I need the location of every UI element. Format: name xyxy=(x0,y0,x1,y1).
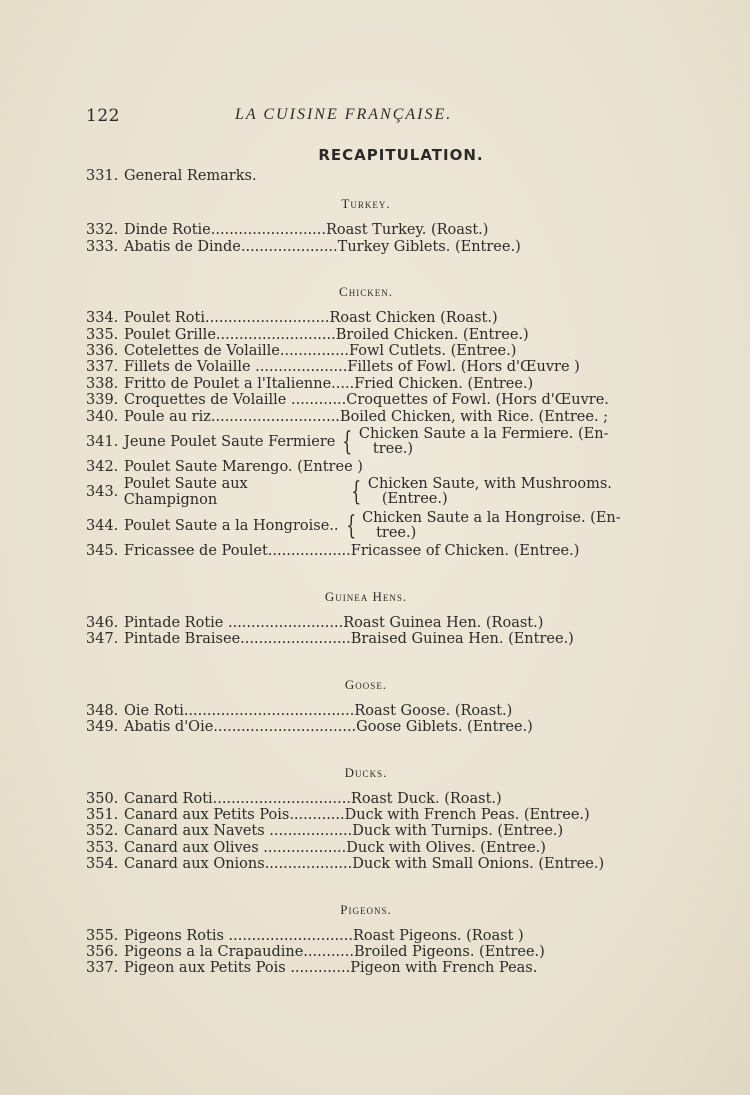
list-item xyxy=(86,719,646,735)
entry-english-line2: tree.) xyxy=(372,441,414,458)
brace-mark: { xyxy=(351,477,362,508)
entry-number: 353. xyxy=(86,839,119,856)
section-heading: Pigeons. xyxy=(340,901,392,917)
list-item xyxy=(86,509,646,543)
entry-french: Poulet Saute a la Hongroise.. xyxy=(124,518,339,535)
list-item xyxy=(86,928,646,944)
entry-text: Pigeon aux Petits Pois .............Pigeon with French Peas. xyxy=(124,960,538,977)
entry-text: Canard aux Navets ..................Duck with Turnips. (Entree.) xyxy=(124,823,564,840)
entry-number: 346. xyxy=(86,614,119,631)
list-item xyxy=(86,327,646,343)
list-item xyxy=(86,475,646,509)
entry-number: 338. xyxy=(86,375,119,392)
entry-text: Fricassee de Poulet..................Fricassee of Chicken. (Entree.) xyxy=(124,543,580,560)
page-title: RECAPITULATION. xyxy=(318,146,484,164)
entry-number: 339. xyxy=(86,392,119,409)
entry-number: 347. xyxy=(86,631,119,648)
section-heading: Turkey. xyxy=(341,196,391,212)
entry-number: 355. xyxy=(86,927,119,944)
entry-text: Pintade Rotie .........................Roast Guinea Hen. (Roast.) xyxy=(124,614,544,631)
entry-text: Abatis de Dinde.....................Turkey Giblets. (Entree.) xyxy=(124,238,521,255)
running-title: LA CUISINE FRANÇAISE. xyxy=(235,106,453,123)
entry-number: 343. xyxy=(86,484,119,501)
entry-number: 344. xyxy=(86,518,119,535)
brace-mark: { xyxy=(342,427,353,458)
entry-text: Pigeons a la Crapaudine...........Broiled Pigeons. (Entree.) xyxy=(124,943,545,960)
entry-number: 340. xyxy=(86,408,119,425)
section-gap xyxy=(86,255,646,272)
entry-text: General Remarks. xyxy=(124,168,257,184)
entry-number: 333. xyxy=(86,238,119,255)
list-item xyxy=(86,703,646,719)
section-gap xyxy=(86,560,646,577)
list-item xyxy=(86,823,646,839)
entry-text: Fillets de Volaille ....................Fillets of Fowl. (Hors d'Œuvre ) xyxy=(124,359,580,376)
list-item xyxy=(86,615,646,631)
section-heading: Guinea Hens. xyxy=(324,588,408,604)
entry-english-line1: Chicken Saute a la Hongroise. (En- xyxy=(362,510,621,527)
entry-number: 345. xyxy=(86,543,119,560)
list-item xyxy=(86,856,646,872)
list-item xyxy=(86,944,646,960)
entry-english-line1: Chicken Saute a la Fermiere. (En- xyxy=(358,426,609,443)
entry-number: 331. xyxy=(86,168,119,184)
entry-english-line2: tree.) xyxy=(376,525,417,542)
section-heading: Chicken. xyxy=(339,284,393,300)
list-item xyxy=(86,222,646,238)
list-item xyxy=(86,631,646,647)
entry-text: Canard aux Onions...................Duck with Small Onions. (Entree.) xyxy=(124,856,605,873)
section-gap xyxy=(86,873,646,890)
entry-number: 351. xyxy=(86,806,119,823)
sections-container xyxy=(86,184,646,993)
entry-text: Cotelettes de Volaille...............Fowl Cutlets. (Entree.) xyxy=(124,343,517,360)
entry-text: Canard aux Olives ..................Duck with Olives. (Entree.) xyxy=(124,839,546,856)
entry-text: Fritto de Poulet a l'Italienne.....Fried Chicken. (Entree.) xyxy=(124,375,534,392)
list-item xyxy=(86,376,646,392)
entry-text: Canard Roti..............................Roast Duck. (Roast.) xyxy=(124,790,502,807)
list-item xyxy=(86,310,646,326)
entry-text: Croquettes de Volaille ............Croquettes of Fowl. (Hors d'Œuvre. xyxy=(124,392,609,409)
list-item xyxy=(86,425,646,459)
list-item xyxy=(86,807,646,823)
entry-text: Dinde Rotie.........................Roast Turkey. (Roast.) xyxy=(124,222,489,239)
list-item xyxy=(86,543,646,559)
section-gap xyxy=(86,977,646,994)
list-item xyxy=(86,791,646,807)
entry-number: 350. xyxy=(86,790,119,807)
list-item xyxy=(86,840,646,856)
page-number: 122 xyxy=(86,106,120,126)
entry-english xyxy=(362,511,642,541)
list-item xyxy=(86,239,646,255)
section-heading: Ducks. xyxy=(344,764,388,780)
list-item xyxy=(86,960,646,976)
list-item xyxy=(86,409,646,425)
list-item xyxy=(86,168,646,184)
entry-english xyxy=(368,477,646,507)
entry-text: Canard aux Petits Pois............Duck with French Peas. (Entree.) xyxy=(124,806,590,823)
entry-number: 336. xyxy=(86,343,119,360)
entry-number: 356. xyxy=(86,943,119,960)
recipe-index xyxy=(86,146,646,994)
entry-text: Poule au riz............................Boiled Chicken, with Rice. (Entree. ; xyxy=(124,408,609,425)
entry-english-line2: (Entree.) xyxy=(381,491,448,508)
entry-number: 352. xyxy=(86,823,119,840)
entry-text: Pigeons Rotis ...........................Roast Pigeons. (Roast ) xyxy=(124,927,524,944)
entry-french: Jeune Poulet Saute Fermiere xyxy=(124,434,336,451)
section-heading: Goose. xyxy=(344,676,388,692)
list-item xyxy=(86,359,646,375)
entry-english xyxy=(359,427,639,457)
entry-text: Poulet Roti...........................Roast Chicken (Roast.) xyxy=(124,310,498,327)
list-item xyxy=(86,459,646,475)
list-item xyxy=(86,392,646,408)
entry-number: 354. xyxy=(86,856,119,873)
entry-text: Abatis d'Oie...............................Goose Giblets. (Entree.) xyxy=(124,719,533,736)
entry-english-line1: Chicken Saute, with Mushrooms. xyxy=(367,476,612,493)
entry-number: 349. xyxy=(86,719,119,736)
section-gap xyxy=(86,648,646,665)
brace-mark: { xyxy=(345,511,356,542)
entry-number: 337. xyxy=(86,359,119,376)
entry-text: Poulet Saute Marengo. (Entree ) xyxy=(124,459,363,476)
entry-number: 348. xyxy=(86,702,119,719)
entry-number: 342. xyxy=(86,459,119,476)
entry-text: Pintade Braisee........................Braised Guinea Hen. (Entree.) xyxy=(124,631,574,648)
entry-text: Poulet Grille..........................Broiled Chicken. (Entree.) xyxy=(124,326,529,343)
entry-number: 335. xyxy=(86,326,119,343)
entry-number: 332. xyxy=(86,222,119,239)
entry-french: Poulet Saute aux Champignon xyxy=(123,476,248,509)
entry-number: 341. xyxy=(86,434,119,451)
entry-text: Oie Roti.....................................Roast Goose. (Roast.) xyxy=(124,702,513,719)
entry-number: 337. xyxy=(86,960,119,977)
entry-number: 334. xyxy=(86,310,119,327)
section-gap xyxy=(86,736,646,753)
list-item xyxy=(86,343,646,359)
